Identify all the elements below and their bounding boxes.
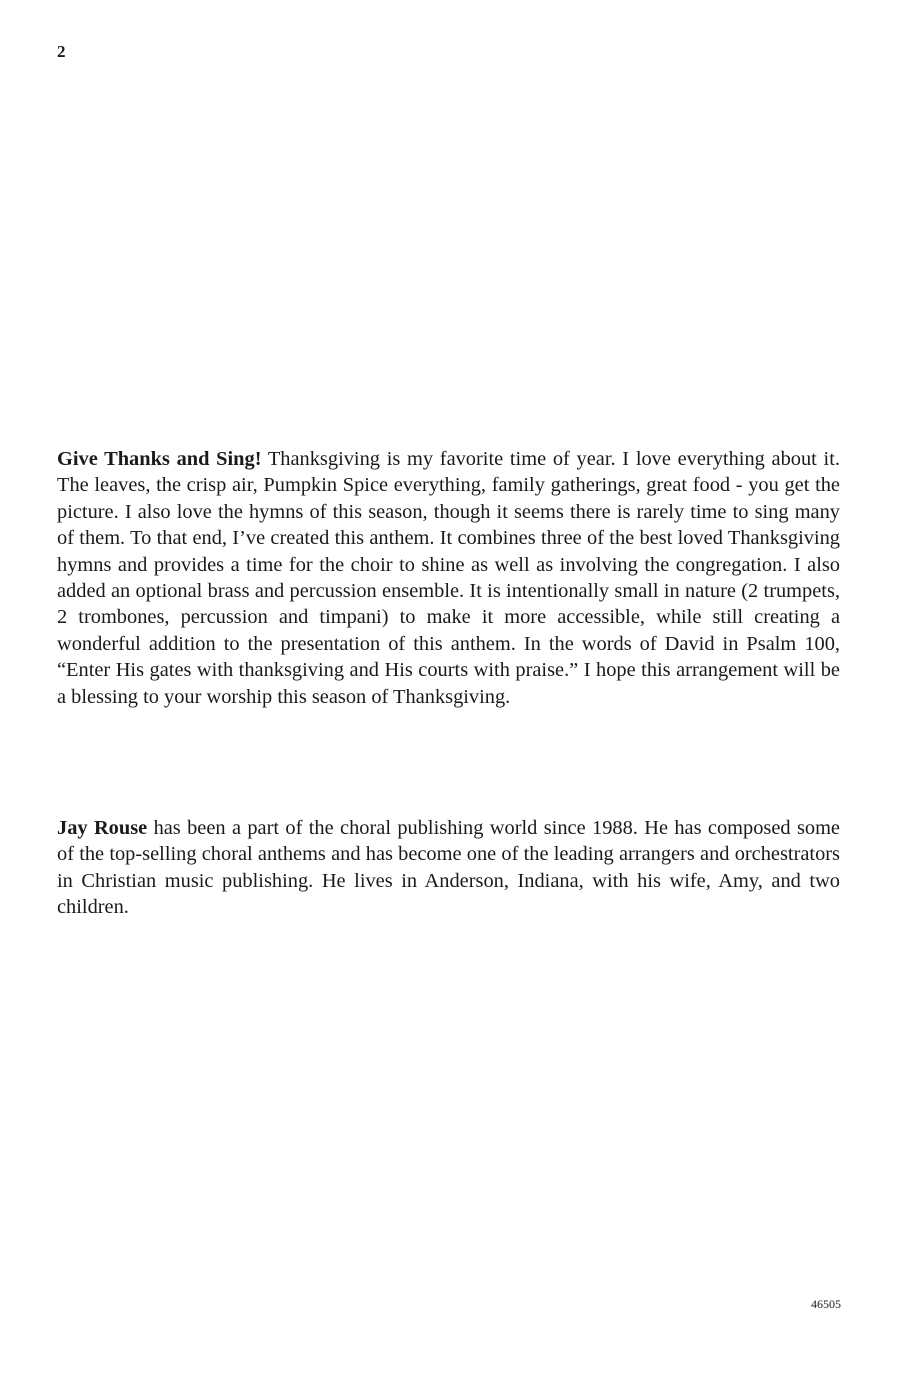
intro-paragraph	[57, 446, 840, 710]
page-number: 2	[57, 42, 66, 61]
intro-body: Thanksgiving is my favorite time of year. I love everything about it. The leaves, the crisp air, Pumpkin Spice everything, family gatherings, great food - you get the picture. I also love the hymns of this season, though it seems there is rarely time to sing many of them. To that end, I’ve created this anthem. It combines three of the best loved Thanksgiving hymns and provides a time for the choir to shine as well as involving the congregation. I also added an optional brass and percussion ensemble. It is intentionally small in nature (2 trumpets, 2 trombones, percussion and timpani) to make it more accessible, while still creating a wonderful addition to the presentation of this anthem. In the words of David in Psalm 100, “Enter His gates with thanksgiving and His courts with praise.” I hope this arrangement will be a blessing to your worship this season of Thanksgiving.	[57, 448, 840, 708]
catalog-number: 46505	[811, 1297, 841, 1311]
bio-paragraph	[57, 815, 840, 921]
bio-name: Jay Rouse	[57, 817, 148, 839]
intro-title: Give Thanks and Sing!	[57, 448, 262, 470]
bio-body: has been a part of the choral publishing world since 1988. He has composed some of the top-selling choral anthems and has become one of the leading arrangers and orchestrators in Christian music publishing. He lives in Anderson, Indiana, with his wife, Amy, and two children.	[57, 817, 840, 919]
